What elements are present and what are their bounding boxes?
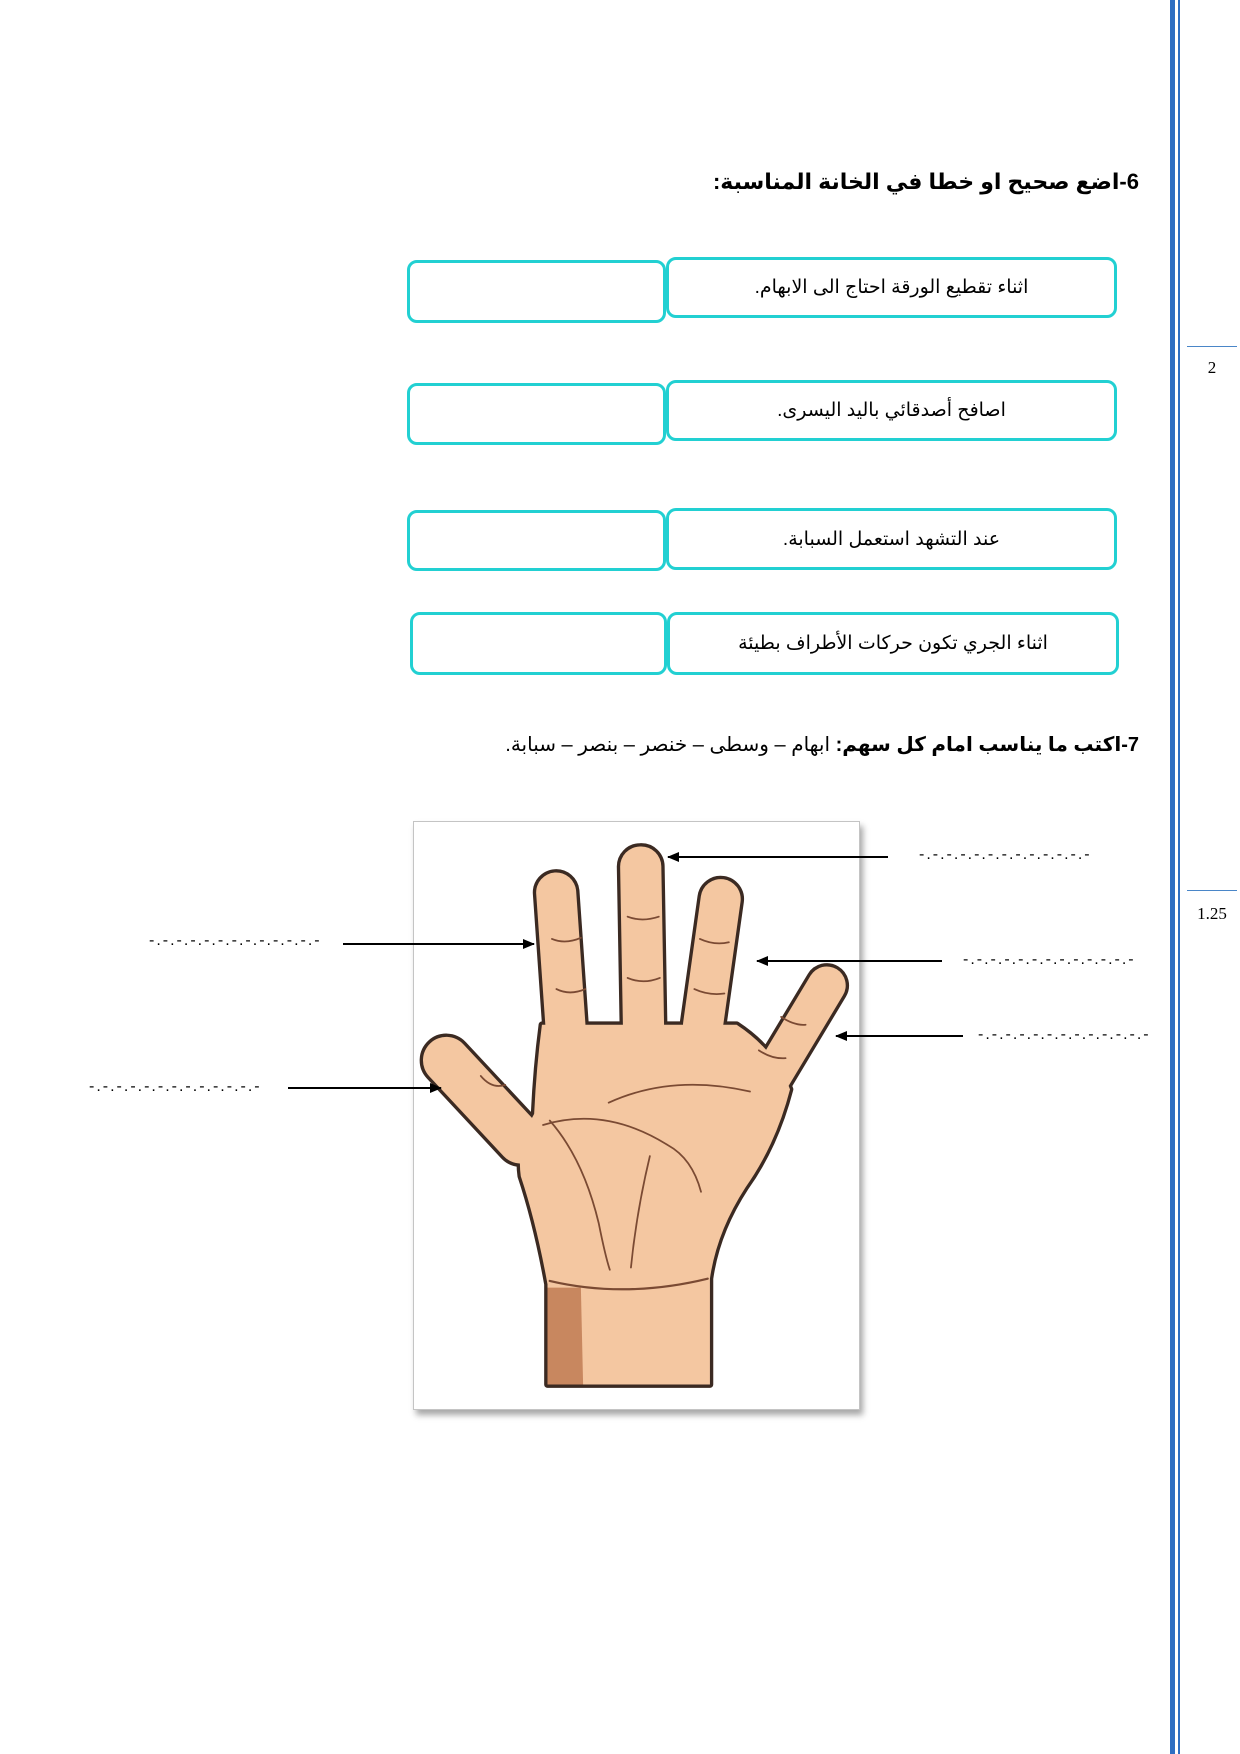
statement-box — [666, 380, 1117, 441]
statement-text: عند التشهد استعمل السبابة. — [782, 528, 1001, 550]
margin-divider — [1187, 346, 1237, 347]
answer-blank-thumb[interactable]: -.-.-.-.-.-.-.-.-.-.-.-.- — [89, 1078, 262, 1095]
question-7-instruction: 7-اكتب ما يناسب امام كل سهم: — [835, 734, 1139, 756]
question-6-title: 6-اضع صحيح او خطا في الخانة المناسبة: — [712, 169, 1139, 194]
answer-blank-little-finger[interactable]: -.-.-.-.-.-.-.-.-.-.-.-.- — [978, 1026, 1151, 1043]
statement-text: اثناء الجري تكون حركات الأطراف بطيئة — [738, 633, 1048, 654]
page-border-thick — [1170, 0, 1175, 1754]
middle-finger — [620, 846, 665, 1045]
statement-text: اثناء تقطيع الورقة احتاج الى الابهام. — [754, 277, 1029, 298]
statement-box — [666, 257, 1117, 318]
margin-mark-score: 2 — [1207, 358, 1217, 377]
hand-picture-frame — [413, 821, 860, 1410]
margin-divider — [1187, 890, 1237, 891]
page-border-thin — [1178, 0, 1180, 1754]
margin-mark-score: 1.25 — [1197, 904, 1227, 923]
answer-box[interactable] — [407, 383, 666, 445]
question-7-title — [505, 732, 1139, 758]
hand-illustration — [414, 822, 859, 1409]
answer-box[interactable] — [410, 612, 667, 675]
hand-skin — [414, 846, 853, 1384]
word-bank: ابهام – وسطى – خنصر – بنصر – سبابة. — [505, 734, 831, 756]
wrist-shadow — [548, 1288, 584, 1385]
statement-box — [666, 508, 1117, 570]
answer-blank-ring-finger[interactable]: -.-.-.-.-.-.-.-.-.-.-.-.- — [963, 951, 1136, 968]
statement-box — [667, 612, 1119, 675]
answer-blank-index-finger[interactable]: -.-.-.-.-.-.-.-.-.-.-.-.- — [149, 932, 322, 949]
statement-text: اصافح أصدقائي باليد اليسرى. — [777, 400, 1006, 421]
answer-box[interactable] — [407, 510, 666, 571]
answer-blank-middle-finger[interactable]: -.-.-.-.-.-.-.-.-.-.-.-.- — [919, 846, 1092, 863]
answer-box[interactable] — [407, 260, 666, 323]
